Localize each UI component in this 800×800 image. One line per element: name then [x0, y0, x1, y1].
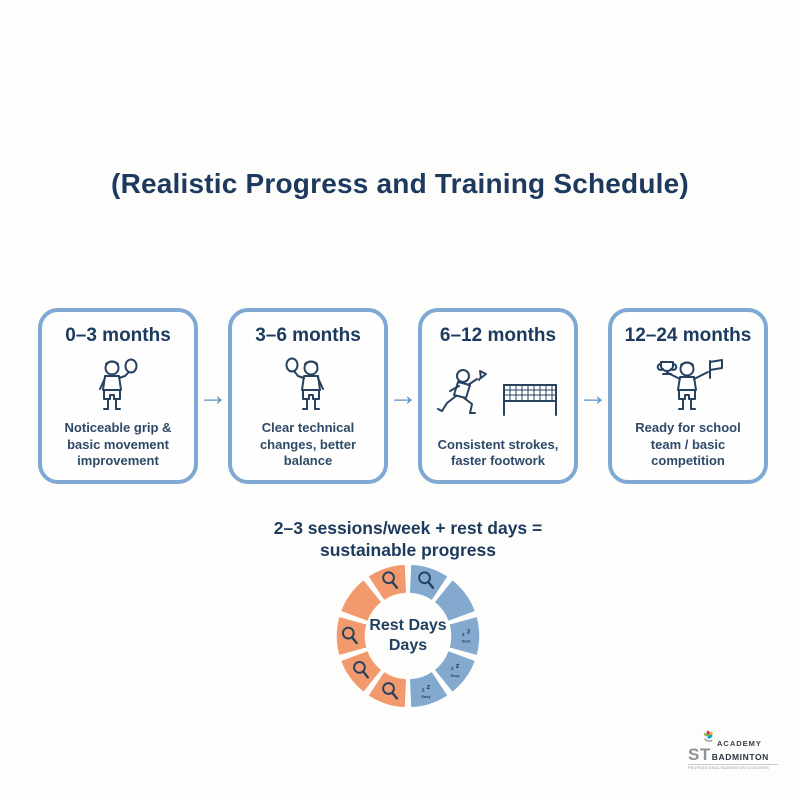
schedule-headline — [208, 518, 608, 562]
card-description: Clear technical changes, better balance — [259, 420, 357, 469]
page-title: (Realistic Progress and Training Schedule) — [111, 168, 689, 199]
card-period-label: 0–3 months — [65, 325, 171, 346]
card-description: Noticeable grip & basic movement improvement — [64, 420, 172, 469]
svg-text:Easy: Easy — [421, 695, 431, 700]
st-badminton-academy-logo — [688, 730, 778, 770]
right-arrow-icon: → — [388, 379, 418, 412]
kid-with-racket-right-icon — [89, 351, 147, 418]
rest-days-donut-chart — [331, 559, 485, 713]
timeline-card-0-3-months — [38, 308, 198, 484]
donut-center-label — [357, 603, 459, 669]
logo-badminton-text: BADMINTON — [711, 752, 769, 762]
timeline-row — [38, 308, 768, 484]
logo-academy-text: ACADEMY — [717, 739, 762, 748]
card-description: Consistent strokes, faster footwork — [437, 436, 559, 469]
svg-text:Rest: Rest — [462, 639, 471, 644]
card-period-label: 6–12 months — [439, 325, 557, 346]
svg-text:z: z — [421, 687, 425, 694]
card-description: Ready for school team / basic competition — [635, 420, 741, 469]
logo-tagline-text: PROFESSIONAL BADMINTON COACHING — [688, 764, 778, 770]
right-arrow-icon: → — [578, 379, 608, 412]
logo-st-text: ST — [688, 745, 711, 764]
svg-text:z: z — [466, 626, 471, 636]
timeline-card-12-24-months — [608, 308, 768, 484]
svg-text:z: z — [455, 660, 460, 670]
timeline-card-3-6-months — [228, 308, 388, 484]
donut-center-line2: Days — [388, 637, 428, 654]
card-period-label: 3–6 months — [255, 325, 361, 346]
svg-text:z: z — [426, 681, 431, 691]
kid-with-trophy-and-flag-icon — [653, 351, 723, 418]
card-period-label: 12–24 months — [624, 325, 752, 346]
svg-text:z: z — [462, 632, 465, 638]
timeline-card-6-12-months — [418, 308, 578, 484]
schedule-headline-line1: 2–3 sessions/week + rest days = — [273, 518, 543, 538]
kid-with-racket-left-icon — [279, 351, 337, 418]
right-arrow-icon: → — [198, 379, 228, 412]
svg-text:z: z — [450, 666, 454, 673]
schedule-headline-line2: sustainable progress — [319, 539, 497, 560]
svg-text:Easy: Easy — [450, 673, 460, 678]
donut-center-line1: Rest Days — [369, 617, 447, 634]
running-player-and-net-icon — [432, 351, 564, 435]
